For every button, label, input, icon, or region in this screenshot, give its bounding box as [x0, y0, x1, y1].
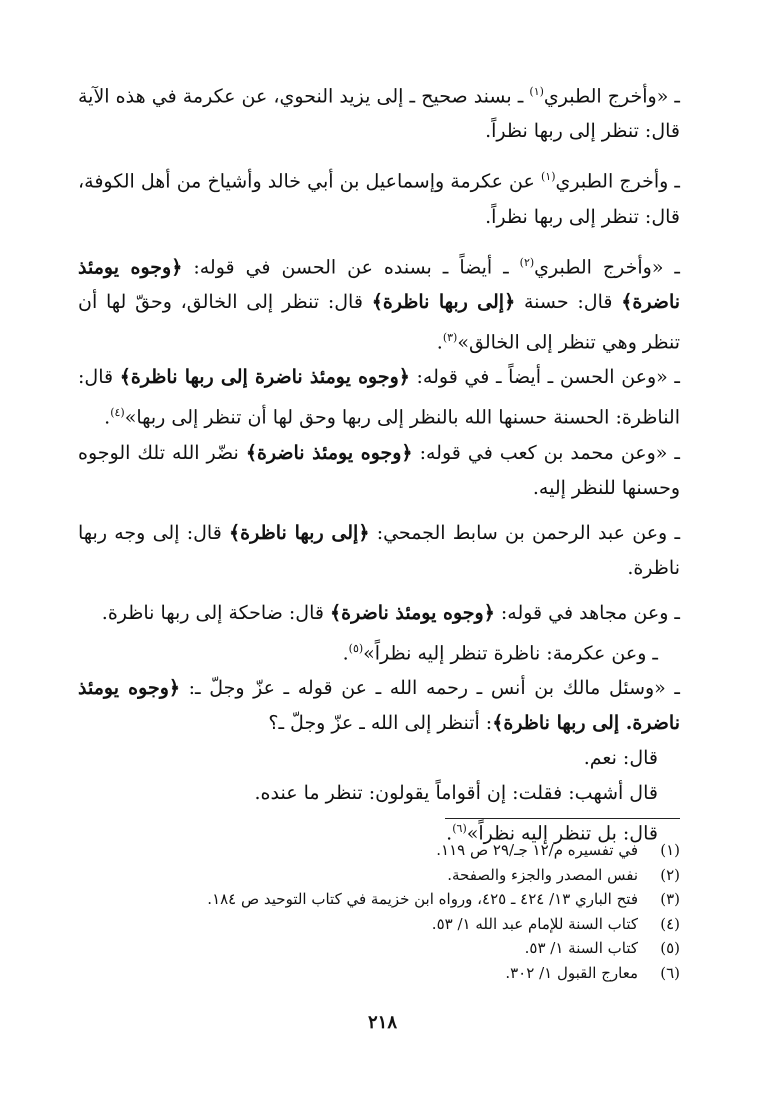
- body-text: [78, 74, 680, 851]
- footnote-2: [120, 863, 680, 888]
- footnote-text: نفس المصدر والجزء والصفحة.: [447, 865, 638, 884]
- paragraph-4: ـ «وعن الحسن ـ أيضاً ـ في قوله: ﴿وجوه يومئذ ناضرة إلى ربها ناظرة﴾ قال: الناظرة: الحسنة حسنها الله بالنظر إلى ربها وحق لها أن تنظر إلى ربها»$^{(٤)}$.: [78, 366, 681, 429]
- paragraph-3: ـ «وأخرج الطبري$^{(٢)}$ ـ أيضاً ـ بسنده عن الحسن في قوله: ﴿وجوه يومئذ ناضرة﴾ قال: حسنة ﴿إلى ربها ناظرة﴾ قال: تنظر إلى الخالق، وحقّ لها أن تنظر وهي تنظر إلى الخالق»$^{(٣)}$.: [78, 255, 681, 354]
- footnote-text: معارج القبول ١/ ٣٠٢.: [505, 963, 638, 982]
- footnote-number: (١): [660, 841, 680, 859]
- paragraph-5: ـ «وعن محمد بن كعب في قوله: ﴿وجوه يومئذ ناضرة﴾ نضّر الله تلك الوجوه وحسنها للنظر إليه.: [78, 441, 680, 499]
- footnote-6: [120, 961, 680, 986]
- footnote-number: (٢): [660, 865, 680, 884]
- paragraph-9: ـ «وسئل مالك بن أنس ـ رحمه الله ـ عن قوله ـ عزّ وجلّ ـ: ﴿وجوه يومئذ ناضرة. إلى ربها ناظرة﴾: أتنظر إلى الله ـ عزّ وجلّ ـ؟: [78, 676, 680, 734]
- footnote-number: (٥): [660, 939, 680, 957]
- footnote-text: فتح الباري ١٣/ ٤٢٤ ـ ٤٢٥، ورواه ابن خزيمة في كتاب التوحيد ص ١٨٤.: [207, 890, 638, 908]
- paragraph-2: ـ وأخرج الطبري$^{(١)}$ عن عكرمة وإسماعيل بن أبي خالد وأشياخ من أهل الكوفة، قال: تنظر إلى ربها نظراً.: [78, 170, 680, 228]
- footnote-1: [120, 838, 680, 863]
- page-number: ٢١٨: [367, 1012, 397, 1033]
- paragraph-10: قال: نعم.: [583, 746, 658, 769]
- paragraph-6: ـ وعن عبد الرحمن بن سابط الجمحي: ﴿إلى ربها ناظرة﴾ قال: إلى وجه ربها ناظرة.: [78, 521, 681, 579]
- footnote-number: (٣): [660, 890, 680, 908]
- footnote-4: [120, 912, 680, 937]
- paragraph-12: قال: بل تنظر إليه نظراً»$^{(٦)}$.: [446, 821, 658, 845]
- footnote-5: [120, 936, 680, 961]
- footnote-3: [120, 887, 680, 912]
- footnote-separator: [445, 818, 680, 819]
- footnote-text: كتاب السنة ١/ ٥٣.: [524, 939, 638, 957]
- footnotes: [120, 838, 680, 985]
- footnote-text: في تفسيره م/١٢ جـ/٢٩ ص ١١٩.: [436, 841, 638, 859]
- paragraph-7: ـ وعن مجاهد في قوله: ﴿وجوه يومئذ ناضرة﴾ قال: ضاحكة إلى ربها ناظرة.: [101, 601, 680, 624]
- paragraph-11: قال أشهب: فقلت: إن أقواماً يقولون: تنظر ما عنده.: [254, 781, 658, 804]
- footnote-number: (٤): [660, 914, 680, 933]
- footnote-number: (٦): [660, 963, 680, 982]
- paragraph-8: ـ وعن عكرمة: ناظرة تنظر إليه نظراً»$^{(٥)}$.: [342, 641, 658, 664]
- paragraph-1: ـ «وأخرج الطبري$^{(١)}$ ـ بسند صحيح ـ إلى يزيد النحوي، عن عكرمة في هذه الآية قال: تنظر إلى ربها نظراً.: [78, 85, 680, 143]
- footnote-text: كتاب السنة للإمام عبد الله ١/ ٥٣.: [431, 914, 638, 933]
